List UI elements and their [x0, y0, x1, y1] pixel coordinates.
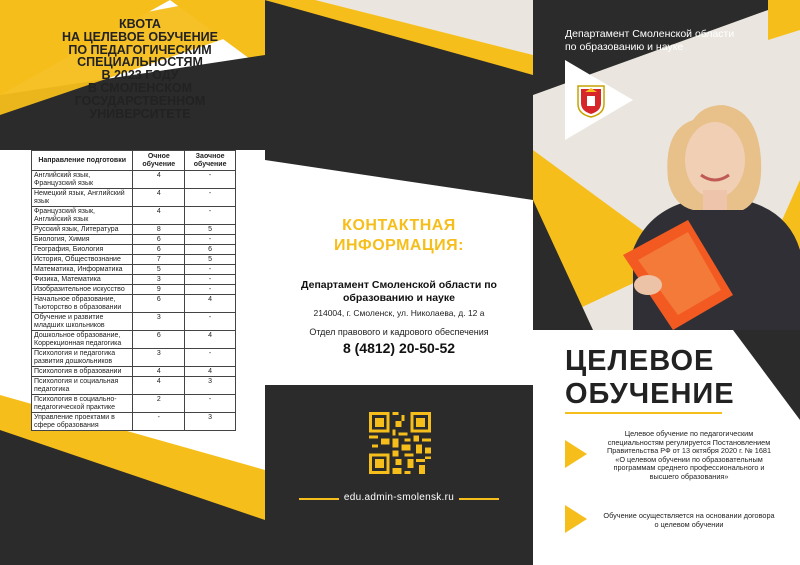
- cell-part-time: -: [185, 349, 236, 367]
- table-row: [32, 377, 236, 395]
- cell-direction: Английский язык, Французский язык: [32, 171, 133, 189]
- table-row: [32, 367, 236, 377]
- left-panel: [0, 0, 265, 565]
- table-row: [32, 235, 236, 245]
- woman-with-folder-photo: [593, 60, 800, 330]
- cell-part-time: 6: [185, 245, 236, 255]
- cell-full-time: 6: [133, 295, 185, 313]
- cell-full-time: 4: [133, 207, 185, 225]
- cell-part-time: 3: [185, 377, 236, 395]
- cell-part-time: -: [185, 235, 236, 245]
- cell-full-time: 6: [133, 331, 185, 349]
- header-direction: Направление подготовки: [32, 151, 133, 171]
- cell-direction: История, Обществознание: [32, 255, 133, 265]
- right-panel: [533, 0, 800, 565]
- cell-direction: Биология, Химия: [32, 235, 133, 245]
- yellow-arrow-icon: [565, 440, 587, 468]
- table-row: [32, 285, 236, 295]
- cell-full-time: 4: [133, 367, 185, 377]
- cell-direction: Французский язык, Английский язык: [32, 207, 133, 225]
- main-title: ЦЕЛЕВОЕ ОБУЧЕНИЕ: [565, 345, 735, 410]
- table-row: [32, 265, 236, 275]
- table-row: [32, 189, 236, 207]
- cell-part-time: -: [185, 313, 236, 331]
- header-full-time: Очное обучение: [133, 151, 185, 171]
- cell-part-time: -: [185, 171, 236, 189]
- cell-part-time: 5: [185, 225, 236, 235]
- yellow-arrow-icon: [565, 505, 587, 533]
- cell-part-time: 5: [185, 255, 236, 265]
- table-row: [32, 275, 236, 285]
- cell-full-time: 5: [133, 265, 185, 275]
- cell-full-time: -: [133, 413, 185, 431]
- table-row: [32, 225, 236, 235]
- title-underline: [565, 412, 722, 414]
- website-line-right: [459, 498, 499, 500]
- cell-full-time: 2: [133, 395, 185, 413]
- cell-direction: Изобразительное искусство: [32, 285, 133, 295]
- cell-full-time: 7: [133, 255, 185, 265]
- table-row: [32, 413, 236, 431]
- cell-full-time: 4: [133, 171, 185, 189]
- contact-address: 214004, г. Смоленск, ул. Николаева, д. 12 а: [313, 308, 485, 318]
- cell-direction: Русский язык, Литература: [32, 225, 133, 235]
- cell-full-time: 4: [133, 189, 185, 207]
- cell-full-time: 4: [133, 377, 185, 395]
- cell-direction: Обучение и развитие младших школьников: [32, 313, 133, 331]
- contact-office: Отдел правового и кадрового обеспечения: [309, 327, 489, 337]
- info-regulation-text: Целевое обучение по педагогическим специальностям регулируется Постановлением Правительства РФ от 13 октября 2020 г. № 1681 «О целевом обучении по образовательным программам среднего профессионального и высшего образования»: [606, 429, 772, 481]
- table-row: [32, 245, 236, 255]
- cell-full-time: 8: [133, 225, 185, 235]
- cell-direction: Психология и педагогика развития дошкольников: [32, 349, 133, 367]
- contact-phone: 8 (4812) 20-50-52: [342, 340, 456, 356]
- cell-part-time: 4: [185, 331, 236, 349]
- cell-direction: Немецкий язык, Английский язык: [32, 189, 133, 207]
- cell-direction: Дошкольное образование, Коррекционная педагогика: [32, 331, 133, 349]
- table-row: [32, 395, 236, 413]
- quota-title: КВОТА НА ЦЕЛЕВОЕ ОБУЧЕНИЕ ПО ПЕДАГОГИЧЕСКИМ СПЕЦИАЛЬНОСТЯМ В 2023 ГОДУ В СМОЛЕНСКОМ ГОСУДАРСТВЕННОМ УНИВЕРСИТЕТЕ: [62, 17, 218, 121]
- quota-table: [31, 150, 236, 431]
- cell-part-time: 3: [185, 413, 236, 431]
- cell-full-time: 3: [133, 275, 185, 285]
- cell-full-time: 3: [133, 349, 185, 367]
- table-header-row: [32, 151, 236, 171]
- contact-department: Департамент Смоленской области по образованию и науке: [301, 279, 497, 304]
- cell-full-time: 9: [133, 285, 185, 295]
- table-row: [32, 255, 236, 265]
- department-name: Департамент Смоленской области по образованию и науке: [565, 28, 735, 53]
- cell-direction: Математика, Информатика: [32, 265, 133, 275]
- website-link[interactable]: edu.admin-smolensk.ru: [343, 492, 455, 503]
- contact-title: КОНТАКТНАЯ ИНФОРМАЦИЯ:: [333, 217, 464, 254]
- coat-of-arms-emblem: [576, 84, 606, 118]
- cell-part-time: 4: [185, 367, 236, 377]
- table-row: [32, 313, 236, 331]
- table-row: [32, 207, 236, 225]
- center-panel: [265, 0, 533, 565]
- table-row: [32, 331, 236, 349]
- table-row: [32, 295, 236, 313]
- cell-part-time: -: [185, 395, 236, 413]
- cell-full-time: 6: [133, 245, 185, 255]
- table-row: [32, 349, 236, 367]
- cell-part-time: -: [185, 189, 236, 207]
- header-part-time: Заочное обучение: [185, 151, 236, 171]
- qr-code-icon: [369, 412, 431, 474]
- cell-direction: Психология в образовании: [32, 367, 133, 377]
- cell-part-time: -: [185, 207, 236, 225]
- cell-direction: География, Биология: [32, 245, 133, 255]
- cell-part-time: -: [185, 285, 236, 295]
- cell-part-time: -: [185, 275, 236, 285]
- cell-direction: Начальное образование, Тьюторство в образовании: [32, 295, 133, 313]
- cell-direction: Психология в социально-педагогической практике: [32, 395, 133, 413]
- cell-part-time: -: [185, 265, 236, 275]
- cell-part-time: 4: [185, 295, 236, 313]
- info-contract-text: Обучение осуществляется на основании договора о целевом обучении: [603, 511, 775, 529]
- cell-direction: Психология и социальная педагогика: [32, 377, 133, 395]
- table-row: [32, 171, 236, 189]
- cell-full-time: 3: [133, 313, 185, 331]
- cell-direction: Управление проектами в сфере образования: [32, 413, 133, 431]
- cell-full-time: 6: [133, 235, 185, 245]
- cell-direction: Физика, Математика: [32, 275, 133, 285]
- quota-table-body: [32, 171, 236, 431]
